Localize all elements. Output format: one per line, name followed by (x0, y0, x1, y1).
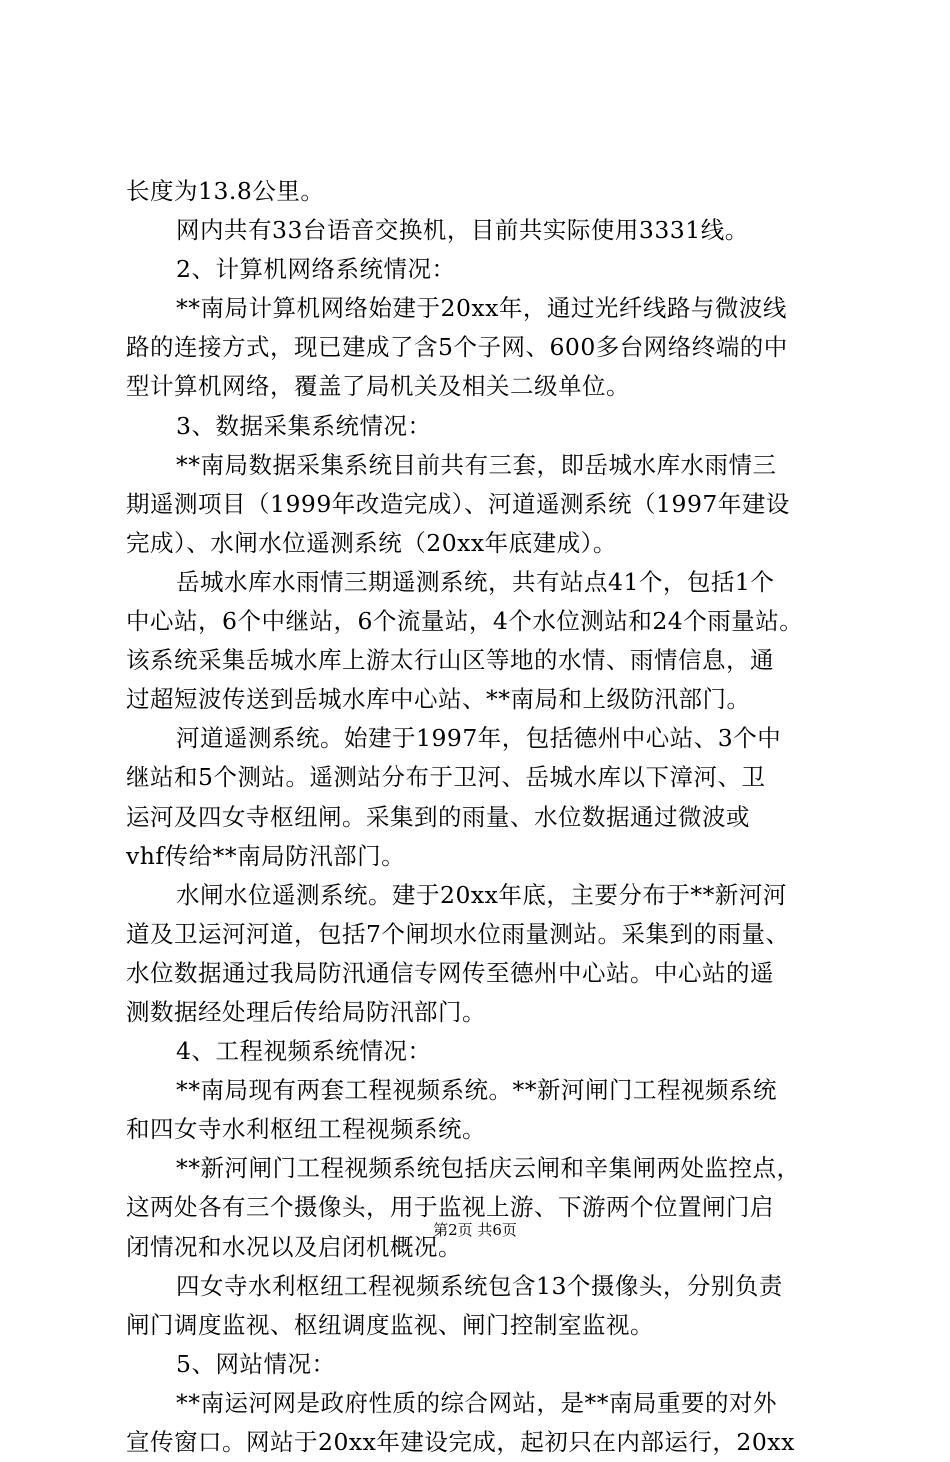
text-line: vhf传给**南局防汛部门。 (126, 841, 406, 870)
text-line: 和四女寺水利枢纽工程视频系统。 (126, 1115, 486, 1144)
text-line: 路的连接方式，现已建成了含5个子网、600多台网络终端的中 (126, 333, 788, 362)
section-heading: 3、数据采集系统情况： (176, 411, 432, 440)
text-line: 四女寺水利枢纽工程视频系统包含13个摄像头，分别负责 (176, 1271, 783, 1300)
page-number: 第2页 共6页 (433, 1221, 517, 1239)
text-line: 宣传窗口。网站于20xx年建设完成，起初只在内部运行，20xx (126, 1428, 795, 1456)
page-footer (0, 1220, 950, 1240)
text-line: 长度为13.8公里。 (126, 177, 325, 205)
text-line: 期遥测项目（1999年改造完成）、河道遥测系统（1997年建设 (126, 489, 790, 518)
text-line: **南局计算机网络始建于20xx年，通过光纤线路与微波线 (176, 294, 787, 323)
text-line: 测数据经处理后传给局防汛部门。 (126, 997, 486, 1026)
text-line: 运河及四女寺枢纽闸。采集到的雨量、水位数据通过微波或 (126, 802, 750, 831)
text-line: 闸门调度监视、枢纽调度监视、闸门控制室监视。 (126, 1310, 654, 1339)
text-line: 这两处各有三个摄像头，用于监视上游、下游两个位置闸门启 (126, 1193, 774, 1222)
text-line: 型计算机网络，覆盖了局机关及相关二级单位。 (126, 372, 630, 401)
text-line: 水位数据通过我局防汛通信专网传至德州中心站。中心站的遥 (126, 958, 774, 987)
section-heading: 2、计算机网络系统情况： (176, 255, 456, 284)
text-line: 继站和5个测站。遥测站分布于卫河、岳城水库以下漳河、卫 (126, 763, 766, 792)
text-line: 河道遥测系统。始建于1997年，包括德州中心站、3个中 (176, 724, 782, 753)
text-line: 该系统采集岳城水库上游太行山区等地的水情、雨情信息，通 (126, 646, 774, 675)
text-line: 完成）、水闸水位遥测系统（20xx年底建成）。 (126, 528, 617, 557)
section-heading: 5、网站情况： (176, 1349, 336, 1378)
document-body (126, 172, 836, 1462)
text-line: 水闸水位遥测系统。建于20xx年底，主要分布于**新河河 (176, 880, 787, 909)
text-line: **南运河网是政府性质的综合网站，是**南局重要的对外 (176, 1388, 777, 1417)
text-line: 道及卫运河河道，包括7个闸坝水位雨量测站。采集到的雨量、 (126, 919, 790, 948)
text-line: **新河闸门工程视频系统包括庆云闸和辛集闸两处监控点， (176, 1154, 801, 1183)
text-line: 过超短波传送到岳城水库中心站、**南局和上级防汛部门。 (126, 685, 751, 714)
text-line: 中心站，6个中继站，6个流量站，4个水位测站和24个雨量站。 (126, 607, 804, 636)
section-heading: 4、工程视频系统情况： (176, 1037, 432, 1066)
text-line: 网内共有33台语音交换机，目前共实际使用3331线。 (176, 216, 749, 245)
text-line: 岳城水库水雨情三期遥测系统，共有站点41个，包括1个 (176, 567, 775, 596)
text-line: 闭情况和水况以及启闭机概况。 (126, 1232, 462, 1261)
text-line: **南局现有两套工程视频系统。**新河闸门工程视频系统 (176, 1076, 777, 1105)
text-line: **南局数据采集系统目前共有三套，即岳城水库水雨情三 (176, 450, 777, 479)
